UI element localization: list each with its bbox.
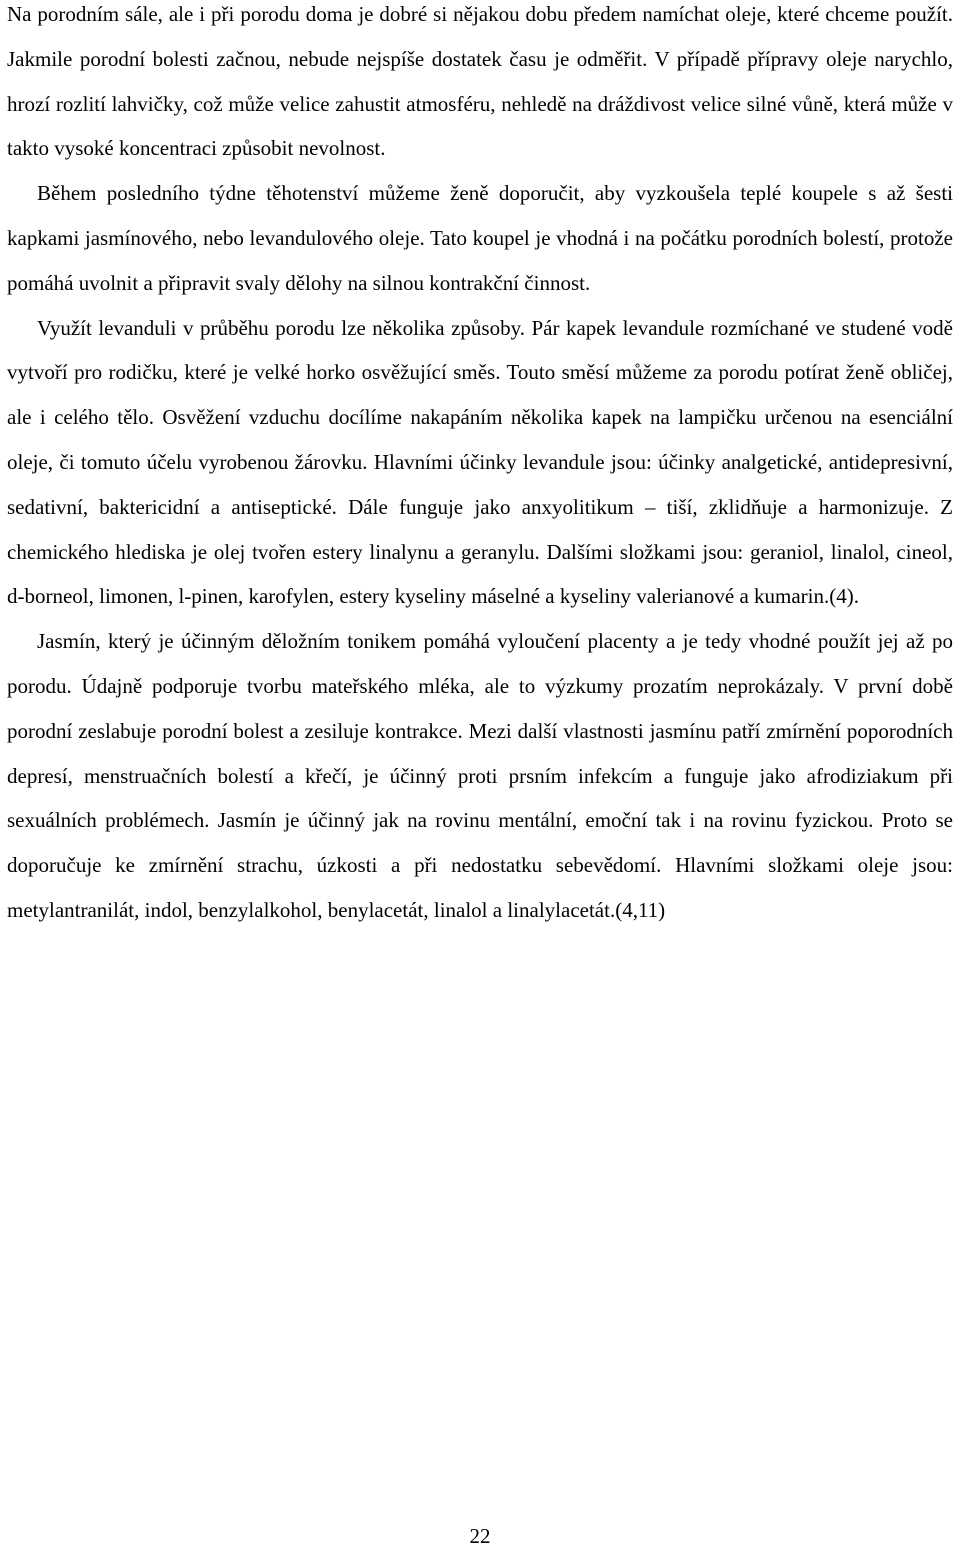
body-text <box>7 0 953 933</box>
paragraph-preparing-oils: Na porodním sále, ale i při porodu doma je dobré si nějakou dobu předem namíchat oleje, které chceme použít. Jakmile porodní bolesti začnou, nebude nejspíše dostatek času je odměřit. V případě přípravy oleje narychlo, hrozí rozlití lahvičky, což může velice zahustit atmosféru, nehledě na dráždivost velice silné vůně, která může v takto vysoké koncentraci způsobit nevolnost. <box>7 2 953 161</box>
paragraph-warm-baths: Během posledního týdne těhotenství můžeme ženě doporučit, aby vyzkoušela teplé koupele s až šesti kapkami jasmínového, nebo levandulového oleje. Tato koupel je vhodná i na počátku porodních bolestí, protože pomáhá uvolnit a připravit svaly dělohy na silnou kontrakční činnost. <box>7 181 953 295</box>
paragraph-jasmine: Jasmín, který je účinným děložním tonikem pomáhá vyloučení placenty a je tedy vhodné použít jej až po porodu. Údajně podporuje tvorbu mateřského mléka, ale to výzkumy prozatím neprokázaly. V první době porodní zeslabuje porodní bolest a zesiluje kontrakce. Mezi další vlastnosti jasmínu patří zmírnění poporodních depresí, menstruačních bolestí a křečí, je účinný proti prsním infekcím a funguje jako afrodiziakum při sexuálních problémech. Jasmín je účinný jak na rovinu mentální, emoční tak i na rovinu fyzickou. Proto se doporučuje ke zmírnění strachu, úzkosti a při nedostatku sebevědomí. Hlavními složkami oleje jsou: metylantranilát, indol, benzylalkohol, benylacetát, linalol a linalylacetát.(4,11) <box>7 629 953 922</box>
page-number: 22 <box>469 1524 491 1548</box>
paragraph-lavender: Využít levanduli v průběhu porodu lze několika způsoby. Pár kapek levandule rozmíchané ve studené vodě vytvoří pro rodičku, které je velké horko osvěžující směs. Touto směsí můžeme za porodu potírat ženě obličej, ale i celého tělo. Osvěžení vzduchu docílíme nakapáním několika kapek na lampičku určenou na esenciální oleje, či tomuto účelu vyrobenou žárovku. Hlavními účinky levandule jsou: účinky analgetické, antidepresivní, sedativní, baktericidní a antiseptické. Dále funguje jako anxyolitikum – tiší, zklidňuje a harmonizuje. Z chemického hlediska je olej tvořen estery linalynu a geranylu. Dalšími složkami jsou: geraniol, linalol, cineol, d-borneol, limonen, l-pinen, karofylen, estery kyseliny máselné a kyseliny valerianové a kumarin.(4). <box>7 315 953 609</box>
